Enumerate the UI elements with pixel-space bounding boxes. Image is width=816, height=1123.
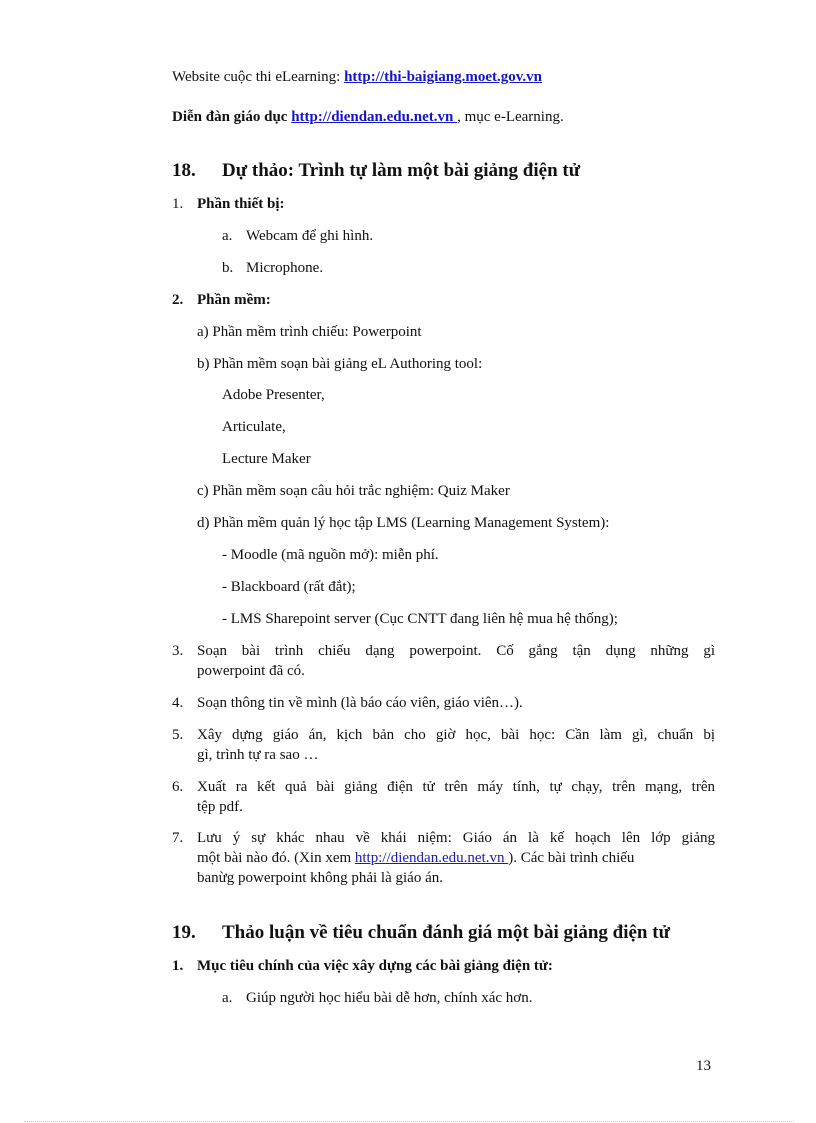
lms-item: - Blackboard (rất đắt); — [222, 579, 356, 595]
s18-item-6-line2: tệp pdf. — [197, 799, 243, 815]
s18-item-7-line1: Lưu ý sự khác nhau về khái niệm: Giáo án là kế hoạch lên lớp giảng — [197, 830, 715, 846]
s19-item-1-number: 1. — [172, 958, 184, 974]
s18-item-3-line2: powerpoint đã có. — [197, 663, 305, 679]
s19-item-1a-text: Giúp người học hiểu bài dễ hơn, chính xác hơn. — [246, 990, 533, 1006]
s18-item-5-line2: gì, trình tự ra sao … — [197, 747, 319, 763]
s18-item-1b-text: Microphone. — [246, 260, 324, 276]
tool-item: Articulate, — [222, 419, 286, 435]
diendan-link[interactable]: http://diendan.edu.net.vn — [354, 850, 509, 866]
s19-item-1-title: Mục tiêu chính của việc xây dựng các bài giảng điện tử: — [197, 958, 553, 974]
page-number: 13 — [696, 1058, 711, 1074]
s18-item-1-title: Phần thiết bị: — [197, 196, 285, 212]
lms-item: - Moodle (mã nguồn mở): miễn phí. — [222, 547, 439, 563]
forum-url-link[interactable]: http://diendan.edu.net.vn — [291, 109, 458, 125]
s18-item-2b: b) Phần mềm soạn bài giảng eL Authoring tool: — [197, 356, 483, 372]
s18-item-4-line1: Soạn thông tin về mình (là báo cáo viên, giáo viên…). — [197, 695, 523, 711]
tool-item: Adobe Presenter, — [222, 387, 325, 403]
section-19-number: 19. — [172, 922, 196, 943]
s18-item-2c: c) Phần mềm soạn câu hỏi trắc nghiệm: Quiz Maker — [197, 483, 510, 499]
s18-item-5-number: 5. — [172, 727, 184, 743]
elearning-prefix: Website cuộc thi eLearning: — [172, 69, 345, 85]
s18-item-2a: a) Phần mềm trình chiếu: Powerpoint — [197, 324, 422, 340]
tool-item: Lecture Maker — [222, 451, 311, 467]
s18-item-7-line2-suffix: ). Các bài trình chiếu — [508, 850, 635, 866]
s18-item-7-line2-prefix: một bài nào đó. (Xin xem — [197, 850, 355, 866]
s18-item-1-number: 1. — [172, 196, 184, 212]
s18-item-1b-letter: b. — [222, 260, 234, 276]
section-18-number: 18. — [172, 160, 196, 181]
s18-item-6-number: 6. — [172, 779, 184, 795]
page-bottom-divider — [24, 1121, 794, 1122]
s18-item-1a-letter: a. — [222, 228, 233, 244]
forum-suffix: , mục e-Learning. — [457, 109, 564, 125]
s18-item-2-title: Phần mềm: — [197, 292, 271, 308]
s18-item-4-number: 4. — [172, 695, 184, 711]
s18-item-1a-text: Webcam để ghi hình. — [246, 228, 374, 244]
s18-item-5-line1: Xây dựng giáo án, kịch bản cho giờ học, bài học: Cần làm gì, chuẩn bị — [197, 727, 715, 743]
elearning-website-line — [172, 68, 542, 86]
forum-line — [172, 108, 564, 126]
s18-item-7-number: 7. — [172, 830, 184, 846]
section-19-title: Thảo luận về tiêu chuẩn đánh giá một bài giảng điện tử — [222, 922, 670, 943]
s18-item-2d: d) Phần mềm quản lý học tập LMS (Learning Management System): — [197, 515, 610, 531]
lms-item: - LMS Sharepoint server (Cục CNTT đang liên hệ mua hệ thống); — [222, 611, 618, 627]
s18-item-7-line3: banừg powerpoint không phải là giáo án. — [197, 870, 443, 886]
s18-item-6-line1: Xuất ra kết quả bài giảng điện tử trên máy tính, tự chạy, trên mạng, trên — [197, 779, 715, 795]
s19-item-1a-letter: a. — [222, 990, 233, 1006]
s18-item-7-line2 — [197, 849, 634, 867]
elearning-url-link[interactable]: http://thi-baigiang.moet.gov.vn — [344, 69, 542, 85]
s18-item-3-line1: Soạn bài trình chiếu dạng powerpoint. Cố gắng tận dụng những gì — [197, 643, 715, 659]
section-18-heading — [172, 160, 581, 182]
section-18-title: Dự thảo: Trình tự làm một bài giảng điện tử — [222, 160, 581, 181]
forum-prefix: Diễn đàn giáo dục — [172, 109, 292, 125]
s18-item-2-number: 2. — [172, 292, 184, 308]
s18-item-3-number: 3. — [172, 643, 184, 659]
section-19-heading — [172, 922, 670, 944]
